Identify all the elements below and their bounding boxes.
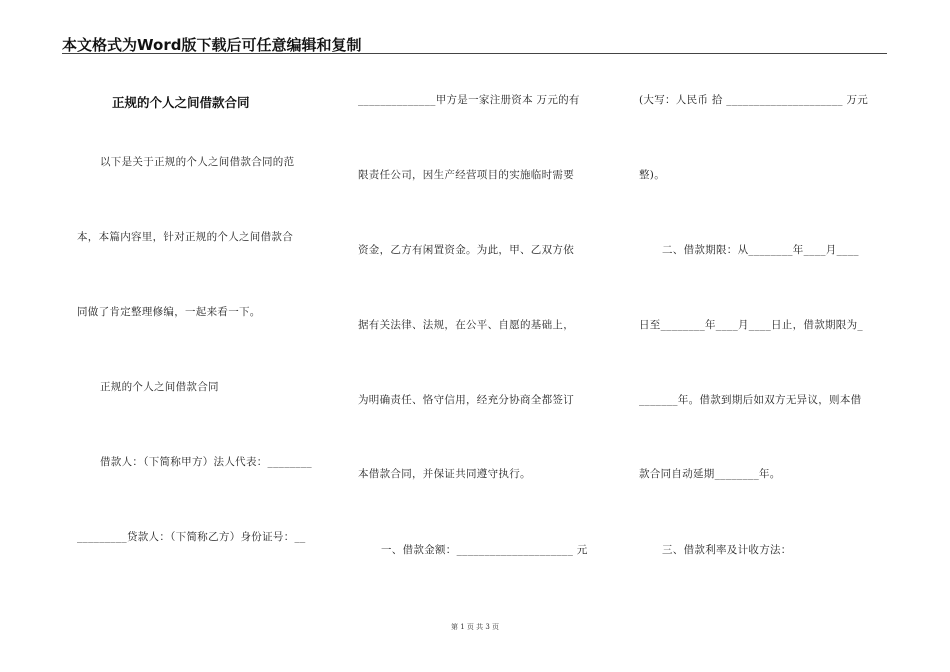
col1-line-2: 本，本篇内容里，针对正规的个人之间借款合 [77, 231, 293, 243]
col3-line-2: 整)。 [639, 169, 665, 181]
col3-line-1: (大写：人民币 拾 _____________________ 万元 [639, 94, 869, 106]
col3-line-4: 日至________年____月____日止，借款期限为_ [639, 319, 863, 331]
col1-line-4: 正规的个人之间借款合同 [100, 381, 219, 393]
col3-line-3: 二、借款期限：从________年____月____ [662, 244, 859, 256]
page-indicator: 第 1 页 共 3 页 [450, 623, 500, 631]
col2-line-4: 据有关法律、法规，在公平、自愿的基础上， [358, 319, 574, 331]
header-divider [62, 53, 887, 54]
col3-line-7: 三、借款利率及计收方法： [662, 544, 792, 556]
col2-line-7: 一、借款金额：_____________________ 元 [381, 544, 588, 556]
col3-line-5: _______年。借款到期后如双方无异议，则本借 [639, 394, 862, 406]
col1-line-5: 借款人：（下简称甲方）法人代表：________ [100, 456, 312, 468]
document-header-title: 本文格式为Word版下载后可任意编辑和复制 [62, 36, 362, 54]
col2-line-5: 为明确责任、恪守信用，经充分协商全都签订 [358, 394, 574, 406]
col2-line-3: 资金，乙方有闲置资金。为此，甲、乙双方依 [358, 244, 574, 256]
col1-line-6: _________贷款人：（下简称乙方）身份证号：__ [77, 531, 306, 543]
col2-line-6: 本借款合同，并保证共同遵守执行。 [358, 468, 531, 480]
col1-line-3: 同做了肯定整理修编，一起来看一下。 [77, 306, 261, 318]
col2-line-1: ______________甲方是一家注册资本 万元的有 [358, 94, 580, 106]
col2-line-2: 限责任公司，因生产经营项目的实施临时需要 [358, 169, 574, 181]
col3-line-6: 款合同自动延期________年。 [639, 468, 781, 480]
col1-line-1: 以下是关于正规的个人之间借款合同的范 [100, 156, 295, 168]
document-title: 正规的个人之间借款合同 [112, 95, 250, 110]
